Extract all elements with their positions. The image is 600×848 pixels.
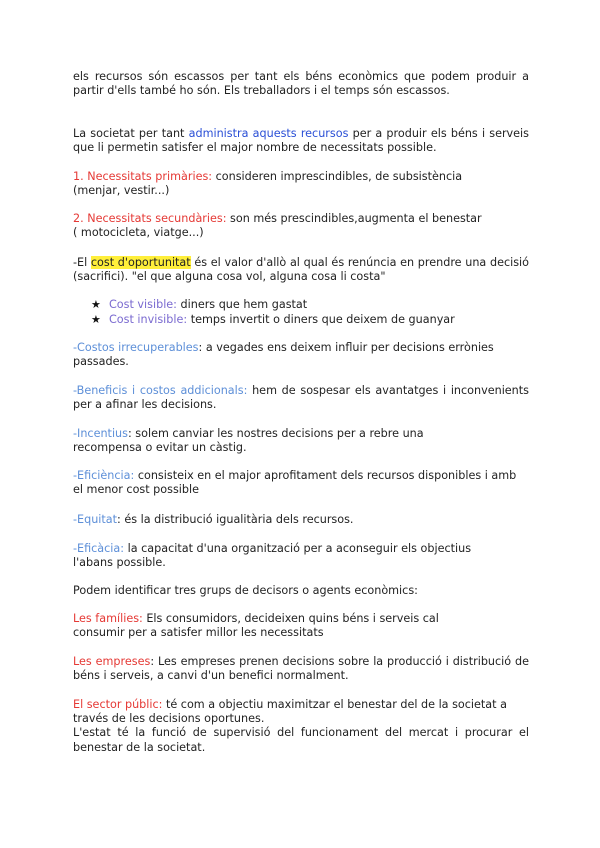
sector-public xyxy=(73,698,529,755)
cost-text-a: -El xyxy=(73,256,91,269)
incentius xyxy=(73,427,529,455)
equitat-label: -Equitat xyxy=(73,513,118,526)
star-icon: ★ xyxy=(91,298,101,311)
costos-irrecuperables xyxy=(73,341,529,369)
societat-paragraph xyxy=(73,127,529,155)
irrec-label: -Costos irrecuperables xyxy=(73,341,199,354)
eficacia-text: la capacitat d'una organització per a aconseguir els objectius xyxy=(124,542,472,555)
beneficis-label: -Beneficis i costos addicionals: xyxy=(73,384,248,397)
intro-line-2: partir d'ells també ho són. Els treballadors i el temps són escassos. xyxy=(73,84,450,98)
necessitats-primaries xyxy=(73,170,529,198)
eficacia-line-2: l'abans possible. xyxy=(73,556,166,570)
secundaries-text: son més prescindibles,augmenta el benestar xyxy=(226,212,482,225)
eficiencia-text: consisteix en el major aprofitament dels recursos disponibles i amb el menor cost possible xyxy=(73,469,517,497)
societat-highlight: administra aquests recursos xyxy=(188,127,349,140)
bullet-cost-visible xyxy=(109,298,529,312)
cost-text-b: és el valor d'allò al qual és renúncia en prendre una decisió (sacrifici). "el que alguna cosa vol, alguna cosa li costa" xyxy=(73,256,529,284)
families-text: Els consumidors, decideixen quins béns i serveis cal xyxy=(142,612,439,625)
primaries-title: 1. Necessitats primàries: xyxy=(73,170,213,183)
societat-text-c: per a produir els béns i serveis que li permetin satisfer el major nombre de necessitats possible. xyxy=(73,127,529,155)
star-icon: ★ xyxy=(91,313,101,326)
bullet-text: diners que hem gastat xyxy=(176,298,308,311)
families-line-2: consumir per a satisfer millor les necessitats xyxy=(73,626,324,640)
bullet-label: Cost invisible: xyxy=(109,313,188,326)
les-empreses xyxy=(73,655,529,683)
beneficis-text: hem de sospesar els avantatges i inconvenients per a afinar les decisions. xyxy=(73,384,529,412)
cost-oportunitat-paragraph xyxy=(73,256,529,284)
equitat xyxy=(73,513,529,527)
public-text: té com a objectiu maximitzar el benestar del de la societat a través de les decisions oportunes. xyxy=(73,698,507,726)
irrec-text: : a vegades ens deixem influir per decisions errònies passades. xyxy=(73,341,494,369)
empreses-label: Les empreses xyxy=(73,655,151,668)
incentius-text: : solem canviar les nostres decisions per a rebre una xyxy=(127,427,424,440)
eficiencia xyxy=(73,469,529,497)
bullet-label: Cost visible: xyxy=(109,298,177,311)
necessitats-secundaries xyxy=(73,212,529,240)
incentius-label: -Incentius xyxy=(73,427,128,440)
families-label: Les famílies: xyxy=(73,612,143,625)
equitat-text: : és la distribució igualitària dels recursos. xyxy=(117,513,354,526)
secundaries-title: 2. Necessitats secundàries: xyxy=(73,212,227,225)
empreses-text: : Les empreses prenen decisions sobre la producció i distribució de béns i serveis, a canvi d'un benefici normalment. xyxy=(73,655,530,683)
intro-paragraph xyxy=(73,70,529,98)
les-families xyxy=(73,612,529,640)
primaries-text: consideren imprescindibles, de subsistència xyxy=(212,170,463,183)
beneficis-costos xyxy=(73,384,529,412)
public-line-2: L'estat té la funció de supervisió del funcionament del mercat i procurar el benestar de la societat. xyxy=(73,726,529,754)
eficacia xyxy=(73,542,529,570)
public-label: El sector públic: xyxy=(73,698,163,711)
bullet-text: temps invertit o diners que deixem de guanyar xyxy=(187,313,455,326)
eficacia-label: -Eficàcia: xyxy=(73,542,125,555)
primaries-examples: (menjar, vestir...) xyxy=(73,184,170,198)
secundaries-examples: ( motocicleta, viatge...) xyxy=(73,226,204,240)
bullet-cost-invisible xyxy=(109,313,529,327)
intro-line-1: els recursos són escassos per tant els béns econòmics que podem produir a xyxy=(73,70,529,83)
cost-oportunitat-highlight: cost d'oportunitat xyxy=(90,256,191,269)
societat-text-a: La societat per tant xyxy=(73,127,189,140)
incentius-line-2: recompensa o evitar un càstig. xyxy=(73,441,247,455)
grups-decisors: Podem identificar tres grups de decisors o agents econòmics: xyxy=(73,584,418,597)
eficiencia-label: -Eficiència: xyxy=(73,469,135,482)
